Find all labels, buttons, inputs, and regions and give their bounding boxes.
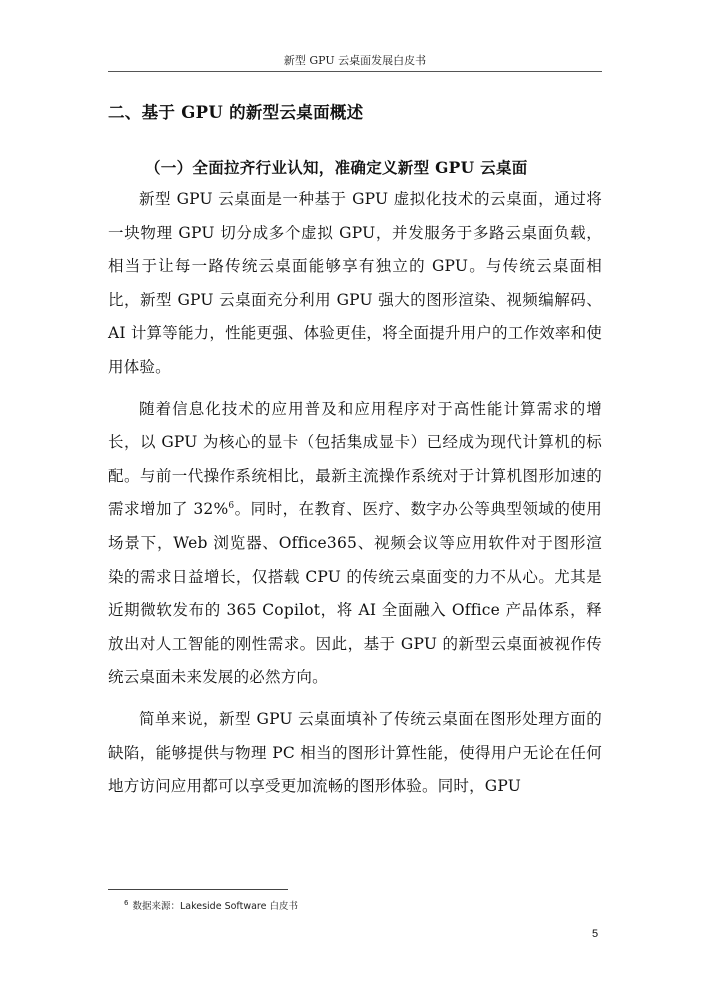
paragraph-demand-growth (108, 393, 602, 695)
footnote-text: 数据来源：Lakeside Software 白皮书 (132, 901, 298, 912)
running-header: 新型 GPU 云桌面发展白皮书 (283, 54, 427, 67)
footnote (124, 898, 298, 912)
paragraph-demand-text-a: 随着信息化技术的应用普及和应用程序对于高性能计算需求的增长，以 GPU 为核心的显卡（包括集成显卡）已经成为现代计算机的标配。与前一代操作系统相比，最新主流操作系统对于计算机图形加速的需求增加了 32% (108, 399, 602, 519)
body-text (108, 183, 602, 804)
paragraph-summary: 简单来说，新型 GPU 云桌面填补了传统云桌面在图形处理方面的缺陷，能够提供与物理 PC 相当的图形计算性能，使得用户无论在任何地方访问应用都可以享受更加流畅的图形体验。同时，GPU (108, 709, 602, 796)
subsection-heading: （一）全面拉齐行业认知，准确定义新型 GPU 云桌面 (145, 158, 528, 177)
header-rule (108, 71, 602, 72)
footnote-rule (108, 889, 288, 890)
section-heading: 二、基于 GPU 的新型云桌面概述 (108, 103, 364, 122)
page-number: 5 (592, 928, 599, 940)
footnote-marker: 6 (124, 898, 129, 907)
paragraph-demand-text-b: 。同时，在教育、医疗、数字办公等典型领域的使用场景下，Web 浏览器、Office365、视频会议等应用软件对于图形渲染的需求日益增长，仅搭载 CPU 的传统云桌面变的力不从心。尤其是近期微软发布的 365 Copilot，将 AI 全面融入 Office 产品体系，释放出对人工智能的刚性需求。因此，基于 GPU 的新型云桌面被视作传统云桌面未来发展的必然方向。 (108, 500, 602, 687)
footnote-reference[interactable]: 6 (228, 501, 235, 512)
paragraph-gpu-definition: 新型 GPU 云桌面是一种基于 GPU 虚拟化技术的云桌面，通过将一块物理 GPU 切分成多个虚拟 GPU，并发服务于多路云桌面负载，相当于让每一路传统云桌面能够享有独立的 GPU。与传统云桌面相比，新型 GPU 云桌面充分利用 GPU 强大的图形渲染、视频编解码、AI 计算等能力，性能更强、体验更佳，将全面提升用户的工作效率和使用体验。 (108, 190, 602, 376)
